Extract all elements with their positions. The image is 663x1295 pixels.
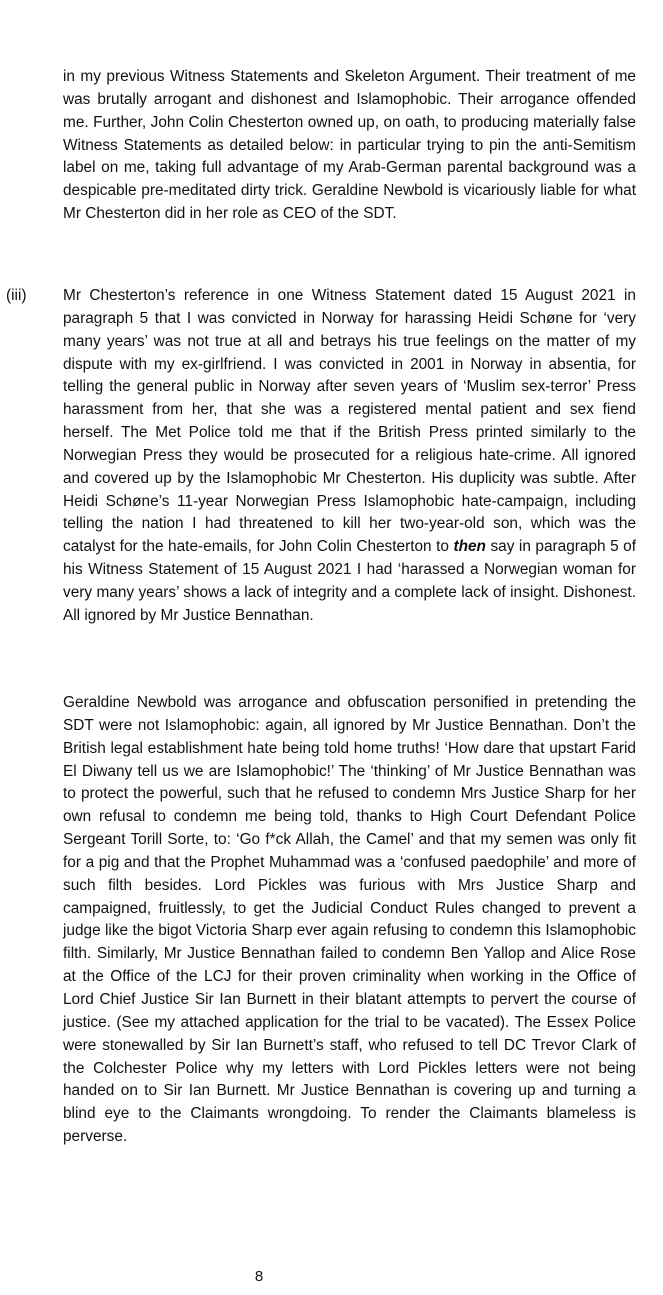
emphasis-then: then bbox=[453, 538, 486, 556]
paragraph-iii-text-after: say in paragraph 5 of his Witness Statement of 15 August 2021 I had ‘harassed a Norwegian woman for very many years’ shows a lack of integrity and a complete lack of insight. Dishonest. All ignored by Mr Justice Bennathan. bbox=[63, 538, 637, 624]
page-number: 8 bbox=[254, 1268, 264, 1285]
paragraph-continuation: in my previous Witness Statements and Skeleton Argument. Their treatment of me was brutally arrogant and dishonest and Islamophobic. Their arrogance offended me. Further, John Colin Chesterton owned up, on oath, to producing materially false Witness Statements as detailed below: in particular trying to pin the anti-Semitism label on me, taking full advantage of my Arab-German parental background was a despicable pre-meditated dirty trick. Geraldine Newbold is vicariously liable for what Mr Chesterton did in her role as CEO of the SDT. bbox=[63, 68, 636, 223]
paragraph-iii bbox=[63, 285, 636, 628]
paragraph-iii-text-before: Mr Chesterton’s reference in one Witness Statement dated 15 August 2021 in paragraph 5 that I was convicted in Norway for harassing Heidi Schøne for ‘very many years’ was not true at all and betrays his true feelings on the matter of my dispute with my ex-girlfriend. I was convicted in 2001 in Norway in absentia, for telling the general public in Norway after seven years of ‘Muslim sex-terror’ Press harassment from her, that she was a registered mental patient and sex fiend herself. The Met Police told me that if the British Press printed similarly to the Norwegian Press they would be prosecuted for a religious hate-crime. All ignored and covered up by the Islamophobic Mr Chesterton. His duplicity was subtle. After Heidi Schøne’s 11-year Norwegian Press Islamophobic hate-campaign, including telling the nation I had threatened to kill her two-year-old son, which was the catalyst for the hate-emails, for John Colin Chesterton to bbox=[63, 287, 636, 556]
paragraph-marker-iii: (iii) bbox=[6, 287, 27, 304]
paragraph-newbold: Geraldine Newbold was arrogance and obfuscation personified in pretending the SDT were not Islamophobic: again, all ignored by Mr Justice Bennathan. Don’t the British legal establishment hate being told home truths! ‘How dare that upstart Farid El Diwany tell us we are Islamophobic!’ The ‘thinking’ of Mr Justice Bennathan was to protect the powerful, such that he refused to condemn Mrs Justice Sharp for her own refusal to condemn me being told, thanks to High Court Defendant Police Sergeant Torill Sorte, to: ‘Go f*ck Allah, the Camel’ and that my semen was only fit for a pig and that the Prophet Muhammad was a ‘confused paedophile’ and more of such filth besides. Lord Pickles was furious with Mrs Justice Sharp and campaigned, fruitlessly, to get the Judicial Conduct Rules changed to prevent a judge like the bigot Victoria Sharp ever again refusing to condemn this Islamophobic filth. Similarly, Mr Justice Bennathan failed to condemn Ben Yallop and Alice Rose at the Office of the LCJ for their proven criminality when working in the Office of Lord Chief Justice Sir Ian Burnett in their blatant attempts to pervert the course of justice. (See my attached application for the trial to be vacated). The Essex Police were stonewalled by Sir Ian Burnett’s staff, who refused to tell DC Trevor Clark of the Colchester Police why my letters with Lord Pickles letters were not being handed on to Sir Ian Burnett. Mr Justice Bennathan is covering up and turning a blind eye to the Claimants wrongdoing. To render the Claimants blameless is perverse. bbox=[63, 694, 636, 1146]
